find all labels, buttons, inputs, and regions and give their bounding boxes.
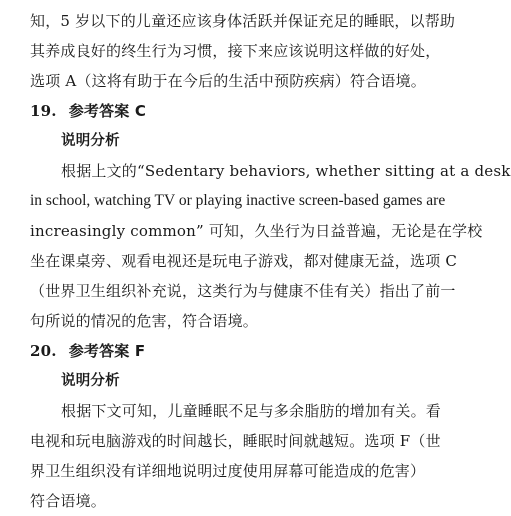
intro-line-2: 其养成良好的终生行为习惯，接下来应该说明这样做的好处， [30, 42, 441, 60]
intro-line-1: 知，5 岁以下的儿童还应该身体活跃并保证充足的睡眠，以帮助 [30, 12, 456, 30]
analysis-19-line-3: increasingly common” 可知，久坐行为日益普遍，无论是在学校 [30, 222, 483, 240]
analysis-19-label: 说明分析 [61, 133, 120, 149]
analysis-19-line-6: 句所说的情况的危害，符合语境。 [30, 312, 259, 330]
analysis-19-line-1: 根据上文的“Sedentary behaviors, whether sitting at a desk [61, 162, 511, 180]
analysis-20-line-1: 根据下文可知，儿童睡眠不足与多余脂肪的增加有关。看 [61, 402, 442, 420]
answer-19-heading [30, 96, 456, 126]
analysis-20-line-2: 电视和玩电脑游戏的时间越长，睡眠时间就越短。选项 F（世 [30, 432, 441, 450]
analysis-20-label: 说明分析 [61, 373, 120, 389]
analysis-20-line-3: 界卫生组织没有详细地说明过度使用屏幕可能造成的危害） [30, 462, 426, 480]
analysis-19-line-5: （世界卫生组织补充说，这类行为与健康不佳有关）指出了前一 [30, 282, 456, 300]
answer-19-title: 参考答案 C [68, 102, 147, 120]
intro-line-3: 选项 A（这将有助于在今后的生活中预防疾病）符合语境。 [30, 72, 427, 90]
analysis-19-line-4: 坐在课桌旁、观看电视还是玩电子游戏，都对健康无益，选项 C [30, 252, 458, 270]
analysis-19-line-2: in school, watching TV or playing inactive screen-based games are [30, 192, 446, 209]
question-number-20: 20. [30, 342, 57, 360]
answer-20-heading [30, 336, 456, 366]
analysis-20-line-4: 符合语境。 [30, 492, 107, 510]
question-number-19: 19. [30, 102, 57, 120]
answer-20-title: 参考答案 F [68, 342, 146, 360]
